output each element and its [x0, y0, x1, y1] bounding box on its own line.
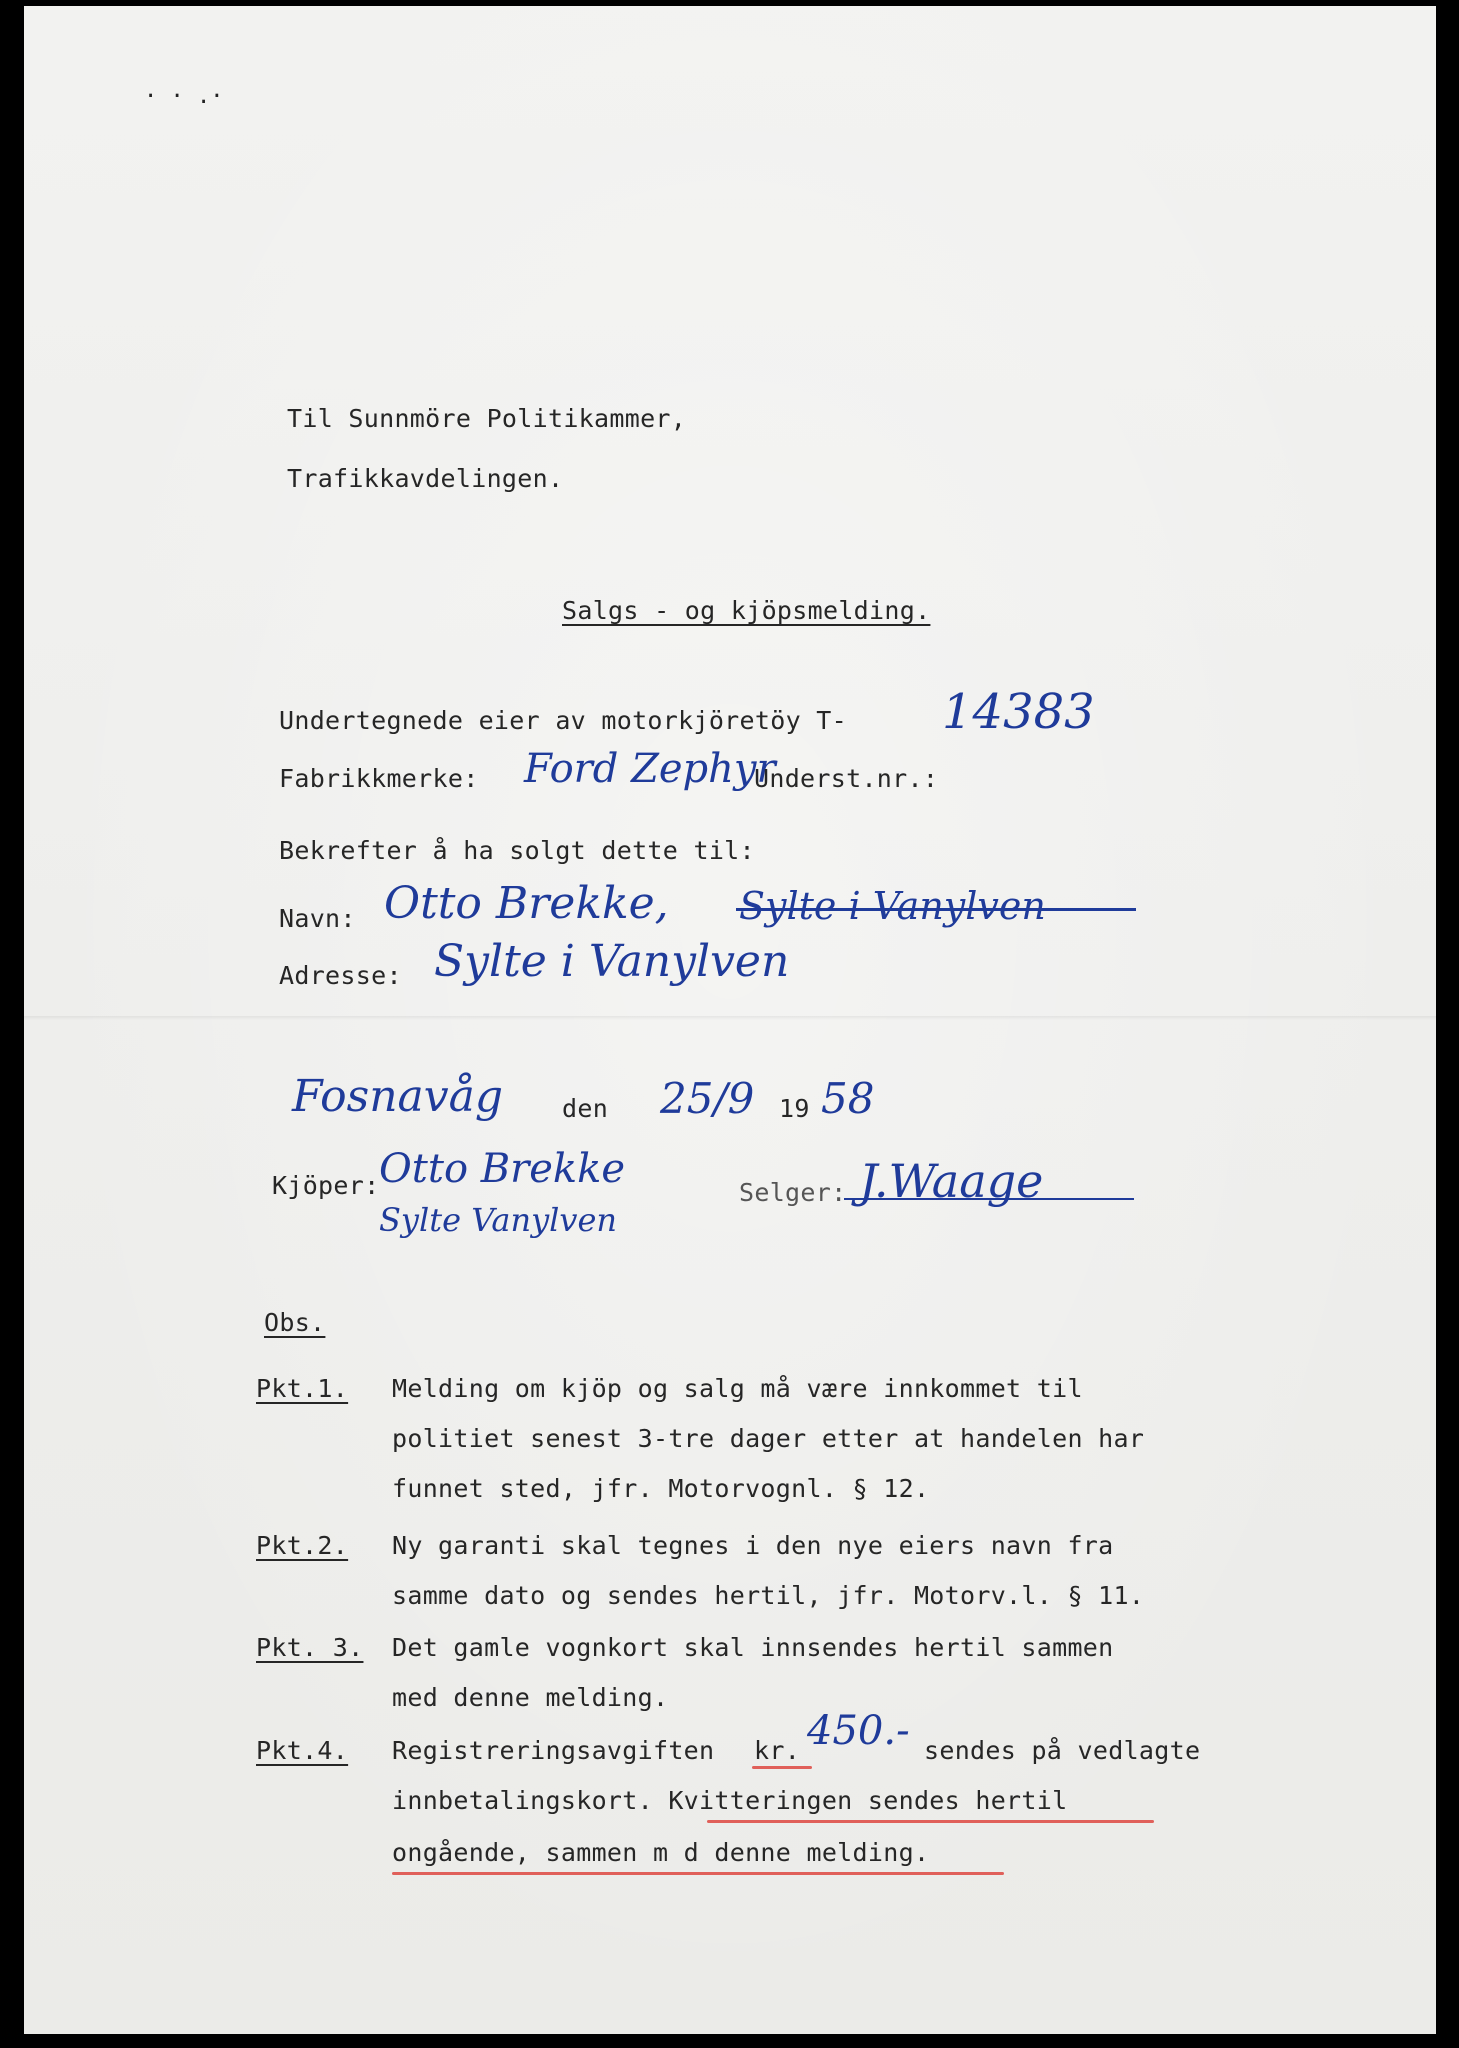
owner-label: Undertegnede eier av motorkjöretöy T- [279, 706, 847, 735]
note-1-line-2: politiet senest 3-tre dager etter at handelen har [392, 1424, 1145, 1453]
make-value: Ford Zephyr [524, 746, 776, 792]
address-value: Sylte i Vanylven [434, 936, 790, 987]
paper-fold [24, 1016, 1436, 1020]
year-suffix: 58 [821, 1074, 875, 1123]
note-4-line-2: innbetalingskort. Kvitteringen sendes hertil [392, 1786, 1068, 1815]
buyer-signature-line-1: Otto Brekke [379, 1146, 626, 1192]
name-struck-text: Sylte i Vanylven [739, 884, 1046, 928]
note-1-label: Pkt.1. [256, 1374, 349, 1403]
note-4-kr-label: kr. [754, 1736, 801, 1765]
note-2-line-2: samme dato og sendes hertil, jfr. Motorv.l. § 11. [392, 1581, 1145, 1610]
signature-flourish [844, 1198, 1134, 1200]
confirm-label: Bekrefter å ha solgt dette til: [279, 836, 755, 865]
make-label: Fabrikkmerke: [279, 764, 479, 793]
seller-signature: J.Waage [859, 1154, 1044, 1208]
note-4-label: Pkt.4. [256, 1736, 349, 1765]
date-value: 25/9 [660, 1074, 755, 1123]
obs-label: Obs. [264, 1308, 326, 1337]
name-value: Otto Brekke, [384, 878, 669, 929]
note-3-label: Pkt. 3. [256, 1633, 364, 1662]
fee-value: 450.- [807, 1708, 910, 1754]
red-underline-kr [752, 1766, 812, 1769]
note-2-label: Pkt.2. [256, 1531, 349, 1560]
buyer-label: Kjöper: [272, 1171, 380, 1200]
reg-number: 14383 [942, 684, 1095, 740]
den-label: den [562, 1094, 609, 1123]
place-value: Fosnavåg [292, 1071, 504, 1122]
note-2-line-1: Ny garanti skal tegnes i den nye eiers navn fra [392, 1531, 1114, 1560]
document-page [24, 6, 1436, 2034]
strike-through-line [736, 908, 1136, 911]
note-1-line-1: Melding om kjöp og salg må være innkommet til [392, 1374, 1083, 1403]
addressee-line-1: Til Sunnmöre Politikammer, [287, 404, 687, 433]
address-label: Adresse: [279, 961, 402, 990]
corner-mark: · · .· [144, 84, 224, 109]
buyer-signature-line-2: Sylte Vanylven [379, 1201, 617, 1239]
note-4-line-3: ongående, sammen m d denne melding. [392, 1838, 930, 1867]
note-4-fee-label: Registreringsavgiften [392, 1736, 715, 1765]
seller-label: Selger: [739, 1178, 847, 1207]
note-3-line-1: Det gamle vognkort skal innsendes hertil sammen [392, 1633, 1114, 1662]
note-3-line-2: med denne melding. [392, 1683, 669, 1712]
red-underline-receipt [707, 1820, 1154, 1823]
note-1-line-3: funnet sted, jfr. Motorvognl. § 12. [392, 1474, 930, 1503]
understell-label: Underst.nr.: [754, 764, 939, 793]
addressee-line-2: Trafikkavdelingen. [287, 464, 564, 493]
red-underline-enclosed [392, 1872, 1004, 1875]
document-title: Salgs - og kjöpsmelding. [562, 596, 931, 625]
year-prefix: 19 [779, 1094, 810, 1123]
name-label: Navn: [279, 904, 356, 933]
note-4-line-1-end: sendes på vedlagte [924, 1736, 1201, 1765]
